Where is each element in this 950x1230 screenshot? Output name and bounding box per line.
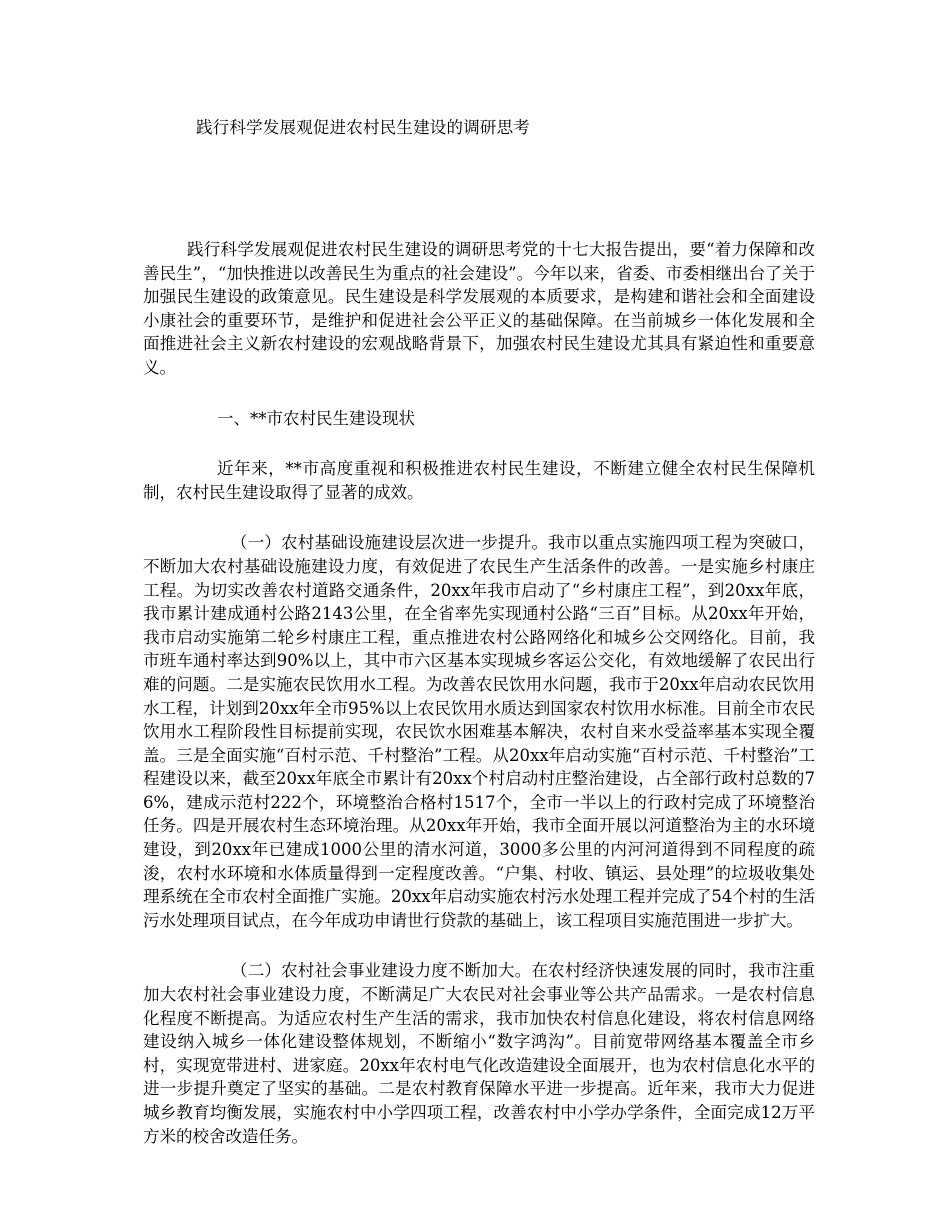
section-heading: 一、**市农村民生建设现状 <box>217 408 415 428</box>
document-title: 践行科学发展观促进农村民生建设的调研思考 <box>196 118 530 137</box>
social-affairs-paragraph: （二）农村社会事业建设力度不断加大。在农村经济快速发展的同时，我市注重加大农村社会事业建设力度，不断满足广大农民对社会事业等公共产品需求。一是农村信息化程度不断提高。为适应农村生产生活的需求，我市加快农村信息化建设，将农村信息网络建设纳入城乡一体化建设整体规划，不断缩小“数字鸿沟”。目前宽带网络基本覆盖全市乡村，实现宽带进村、进家庭。20xx年农村电气化改造建设全面展开，也为农村信息化水平的进一步提升奠定了坚实的基础。二是农村教育保障水平进一步提高。近年来，我市大力促进城乡教育均衡发展，实施农村中小学四项工程，改善农村中小学办学条件，全面完成12万平方米的校舍改造任务。 <box>143 961 815 1146</box>
overview-paragraph: 近年来，**市高度重视和积极推进农村民生建设，不断建立健全农村民生保障机制，农村民生建设取得了显著的成效。 <box>143 459 815 502</box>
document-body <box>143 238 815 1148</box>
infrastructure-paragraph: （一）农村基础设施建设层次进一步提升。我市以重点实施四项工程为突破口，不断加大农村基础设施建设力度，有效促进了农民生产生活条件的改善。一是实施乡村康庄工程。为切实改善农村道路交通条件，20xx年我市启动了“乡村康庄工程”，到20xx年底，我市累计建成通村公路2143公里，在全省率先实现通村公路“三百”目标。从20xx年开始，我市启动实施第二轮乡村康庄工程，重点推进农村公路网络化和城乡公交网络化。目前，我市班车通村率达到90%以上，其中市六区基本实现城乡客运公交化，有效地缓解了农民出行难的问题。二是实施农民饮用水工程。为改善农民饮用水问题，我市于20xx年启动农民饮用水工程，计划到20xx年全市95%以上农民饮用水质达到国家农村饮用水标准。目前全市农民饮用水工程阶段性目标提前实现，农民饮水困难基本解决，农村自来水受益率基本实现全覆盖。三是全面实施“百村示范、千村整治”工程。从20xx年启动实施“百村示范、千村整治”工程建设以来，截至20xx年底全市累计有20xx个村启动村庄整治建设，占全部行政村总数的76%，建成示范村222个，环境整治合格村1517个，全市一半以上的行政村完成了环境整治任务。四是开展农村生态环境治理。从20xx年开始，我市全面开展以河道整治为主的水环境建设，到20xx年已建成1000公里的清水河道，3000多公里的内河河道得到不同程度的疏浚，农村水环境和水体质量得到一定程度改善。“户集、村收、镇运、县处理”的垃圾收集处理系统在全市农村全面推广实施。20xx年启动实施农村污水处理工程并完成了54个村的生活污水处理项目试点，在今年成功申请世行贷款的基础上，该工程项目实施范围进一步扩大。 <box>143 533 815 930</box>
intro-paragraph: 践行科学发展观促进农村民生建设的调研思考党的十七大报告提出，要“着力保障和改善民生”，“加快推进以改善民生为重点的社会建设”。今年以来，省委、市委相继出台了关于加强民生建设的政策意见。民生建设是科学发展观的本质要求，是构建和谐社会和全面建设小康社会的重要环节，是维护和促进社会公平正义的基础保障。在当前城乡一体化发展和全面推进社会主义新农村建设的宏观战略背景下，加强农村民生建设尤其具有紧迫性和重要意义。 <box>143 240 815 377</box>
